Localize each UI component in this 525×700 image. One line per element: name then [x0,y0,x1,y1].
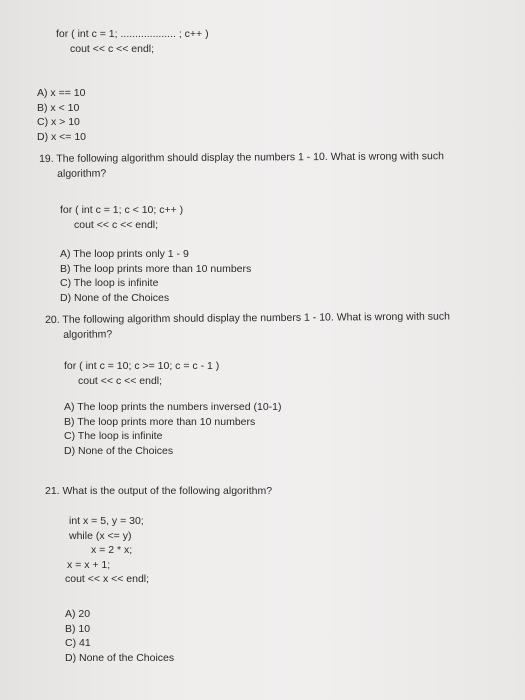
choice-c: C) 41 [65,637,91,649]
question-text-cont: algorithm? [57,167,107,180]
question-text: 21. What is the output of the following algorithm? [45,485,273,497]
question-21 [45,484,272,499]
choice-a: A) 20 [65,608,91,620]
code-line: cout << c << endl; [70,42,155,55]
code-line: int x = 5, y = 30; [69,515,144,527]
choice-c: C) The loop is infinite [64,430,163,442]
choice-a: A) x == 10 [37,87,86,99]
choice-b: B) x < 10 [37,101,80,114]
question-20 [45,309,450,342]
q21-choices [65,607,174,665]
code-line: for ( int c = 1; c < 10; c++ ) [60,204,184,216]
q20-code [64,359,219,388]
choice-c: C) The loop is infinite [60,277,159,289]
choice-b: B) The loop prints more than 10 numbers [64,415,256,428]
choice-c: C) x > 10 [37,116,80,128]
code-line: x = x + 1; [67,558,111,571]
question-19 [39,149,444,181]
code-line: for ( int c = 1; ................... ; c++ ) [56,28,209,40]
q20-choices [64,400,282,458]
choice-d: D) None of the Choices [60,291,170,304]
code-line: x = 2 * x; [91,544,133,556]
q21-code [65,514,149,587]
code-line: for ( int c = 10; c >= 10; c = c - 1 ) [64,360,220,372]
intro-choices [37,86,86,144]
code-line: cout << c << endl; [74,218,159,231]
q19-choices [60,247,251,305]
choice-b: B) 10 [65,622,91,635]
choice-d: D) x <= 10 [37,130,87,143]
question-text-cont: algorithm? [63,327,113,341]
code-line: cout << x << endl; [65,573,150,585]
question-text: 19. The following algorithm should display the numbers 1 - 10. What is wrong with such [39,150,444,165]
choice-a: A) The loop prints the numbers inversed (10-1) [64,401,282,413]
choice-a: A) The loop prints only 1 - 9 [60,248,189,260]
question-text: 20. The following algorithm should display the numbers 1 - 10. What is wrong with such [45,310,450,326]
code-line: while (x <= y) [69,529,132,542]
intro-code [56,27,209,56]
choice-b: B) The loop prints more than 10 numbers [60,262,252,275]
choice-d: D) None of the Choices [64,444,174,457]
choice-d: D) None of the Choices [65,651,175,664]
code-line: cout << c << endl; [78,374,163,387]
q19-code [60,203,183,232]
